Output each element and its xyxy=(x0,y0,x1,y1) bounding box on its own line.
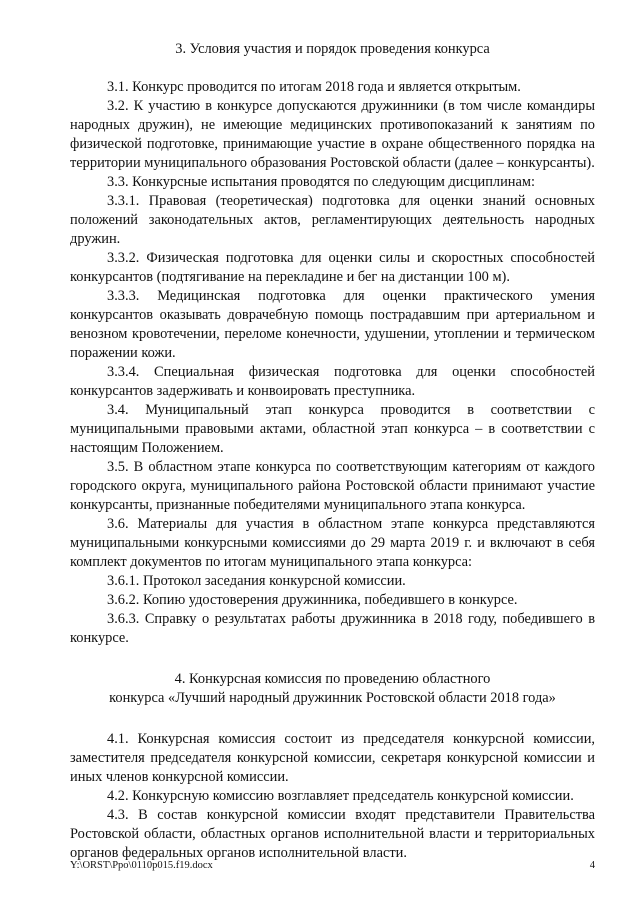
paragraph-3-6-1: 3.6.1. Протокол заседания конкурсной комиссии. xyxy=(107,573,406,589)
paragraph-3-1: 3.1. Конкурс проводится по итогам 2018 года и является открытым. xyxy=(107,79,521,95)
paragraph-3-3-3: 3.3.3. Медицинская подготовка для оценки практического умения конкурсантов оказывать доврачебную помощь пострадавшим при артериальном и венозном кровотечении, переломе конечности, удушении, утоплении и термическом поражении кожи. xyxy=(70,288,595,361)
paragraph-3-3: 3.3. Конкурсные испытания проводятся по следующим дисциплинам: xyxy=(107,174,535,190)
section-3-heading: 3. Условия участия и порядок проведения конкурса xyxy=(175,41,490,57)
paragraph-3-3-4: 3.3.4. Специальная физическая подготовка для оценки способностей конкурсантов задерживать и конвоировать преступника. xyxy=(70,364,595,399)
paragraph-3-6-3: 3.6.3. Справку о результатах работы дружинника в 2018 году, победившего в конкурсе. xyxy=(70,611,595,646)
paragraph-3-6: 3.6. Материалы для участия в областном этапе конкурса представляются муниципальными конкурсными комиссиями до 29 марта 2019 г. и включают в себя комплект документов по итогам муниципального этапа конкурса: xyxy=(70,516,595,570)
paragraph-4-3: 4.3. В состав конкурсной комиссии входят представители Правительства Ростовской области, областных органов исполнительной власти и территориальных органов федеральных органов исполнительной власти. xyxy=(70,807,595,861)
section-4-heading-line-1: 4. Конкурсная комиссия по проведению областного xyxy=(174,671,491,687)
paragraph-3-3-2: 3.3.2. Физическая подготовка для оценки силы и скоростных способностей конкурсантов (подтягивание на перекладине и бег на дистанции 100 м). xyxy=(70,250,595,285)
section-4-heading-line-2: конкурса «Лучший народный дружинник Ростовской области 2018 года» xyxy=(109,690,556,706)
paragraph-3-6-2: 3.6.2. Копию удостоверения дружинника, победившего в конкурсе. xyxy=(107,592,518,608)
paragraph-3-4: 3.4. Муниципальный этап конкурса проводится в соответствии с муниципальными правовыми актами, областной этап конкурса – в соответствии с настоящим Положением. xyxy=(70,402,595,456)
footer-file-path: Y:\ORST\Ppo\0110p015.f19.docx xyxy=(70,860,213,871)
paragraph-3-5: 3.5. В областном этапе конкурса по соответствующим категориям от каждого городского округа, муниципального района Ростовской области принимают участие конкурсанты, признанные победителями муниципального этапа конкурса. xyxy=(70,459,595,513)
paragraph-4-2: 4.2. Конкурсную комиссию возглавляет председатель конкурсной комиссии. xyxy=(107,788,574,804)
paragraph-4-1: 4.1. Конкурсная комиссия состоит из председателя конкурсной комиссии, заместителя председателя конкурсной комиссии, секретаря конкурсной комиссии и иных членов конкурсной комиссии. xyxy=(70,731,595,785)
page-body xyxy=(70,40,595,863)
paragraph-3-3-1: 3.3.1. Правовая (теоретическая) подготовка для оценки знаний основных положений законодательных актов, регламентирующих деятельность народных дружин. xyxy=(70,193,595,247)
page-number: 4 xyxy=(589,860,595,871)
paragraph-3-2: 3.2. К участию в конкурсе допускаются дружинники (в том числе командиры народных дружин), не имеющие медицинских противопоказаний к занятиям по физической подготовке, принимающие участие в охране общественного порядка на территории муниципального образования Ростовской области (далее – конкурсанты). xyxy=(70,98,595,171)
